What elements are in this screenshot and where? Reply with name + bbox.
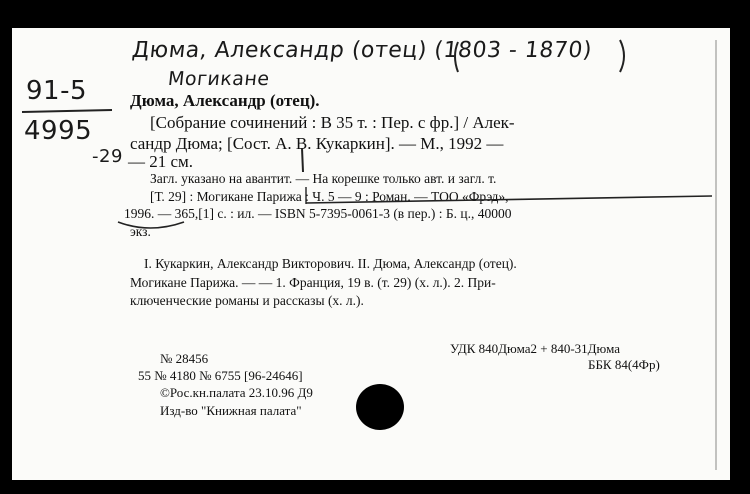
entry-line-6: 1996. — 365,[1] с. : ил. — ISBN 5-7395-0061-3 (в пер.) : Б. ц., 40000 <box>124 206 512 221</box>
bbk-code: ББК 84(4Фр) <box>588 357 660 372</box>
handwritten-bracket-left <box>455 42 458 72</box>
entry-line-1: [Собрание сочинений : В 35 т. : Пер. с фр.] / Алек- <box>150 113 515 132</box>
entry-line-7: экз. <box>130 224 151 239</box>
handwritten-title-note: Могикане <box>166 68 271 90</box>
title-underline <box>306 196 712 203</box>
year-underline <box>118 222 184 228</box>
tracing-line-1: I. Кукаркин, Александр Викторович. II. Дюма, Александр (отец). <box>144 256 517 271</box>
copyright-line: ©Рос.кн.палата 23.10.96 Д9 <box>160 385 313 400</box>
shelf-mark-top: 91-5 <box>26 76 88 106</box>
udk-code: УДК 840Дюма2 + 840-31Дюма <box>450 341 620 356</box>
order-numbers: 55 № 4180 № 6755 [96-24646] <box>138 368 303 383</box>
entry-line-2: сандр Дюма; [Сост. А. В. Кукаркин]. — М., 1992 — <box>130 134 504 153</box>
entry-line-5: [Т. 29] : Могикане Парижа : Ч. 5 — 9 : Роман. — ТОО «Фрэд», <box>150 189 509 204</box>
punch-hole <box>356 384 404 430</box>
entry-line-4: Загл. указано на авантит. — На корешке только авт. и загл. т. <box>150 171 497 186</box>
entry-line-3: — 21 см. <box>128 152 194 171</box>
publisher-line: Изд-во "Книжная палата" <box>160 403 302 418</box>
registration-number: № 28456 <box>160 351 209 366</box>
entry-heading: Дюма, Александр (отец). <box>130 91 320 110</box>
tracing-line-3: ключенческие романы и рассказы (х. л.). <box>130 293 364 308</box>
shelf-divider-line <box>22 110 112 112</box>
volume-note: -29 <box>92 146 123 167</box>
tracing-line-2: Могикане Парижа. — — 1. Франция, 19 в. (т. 29) (х. л.). 2. При- <box>130 275 496 290</box>
shelf-mark-bottom: 4995 <box>24 116 93 146</box>
handwritten-bracket-right <box>620 40 624 72</box>
handwritten-header: Дюма, Александр (отец) (1803 - 1870) <box>130 38 594 63</box>
insertion-mark <box>302 148 303 172</box>
